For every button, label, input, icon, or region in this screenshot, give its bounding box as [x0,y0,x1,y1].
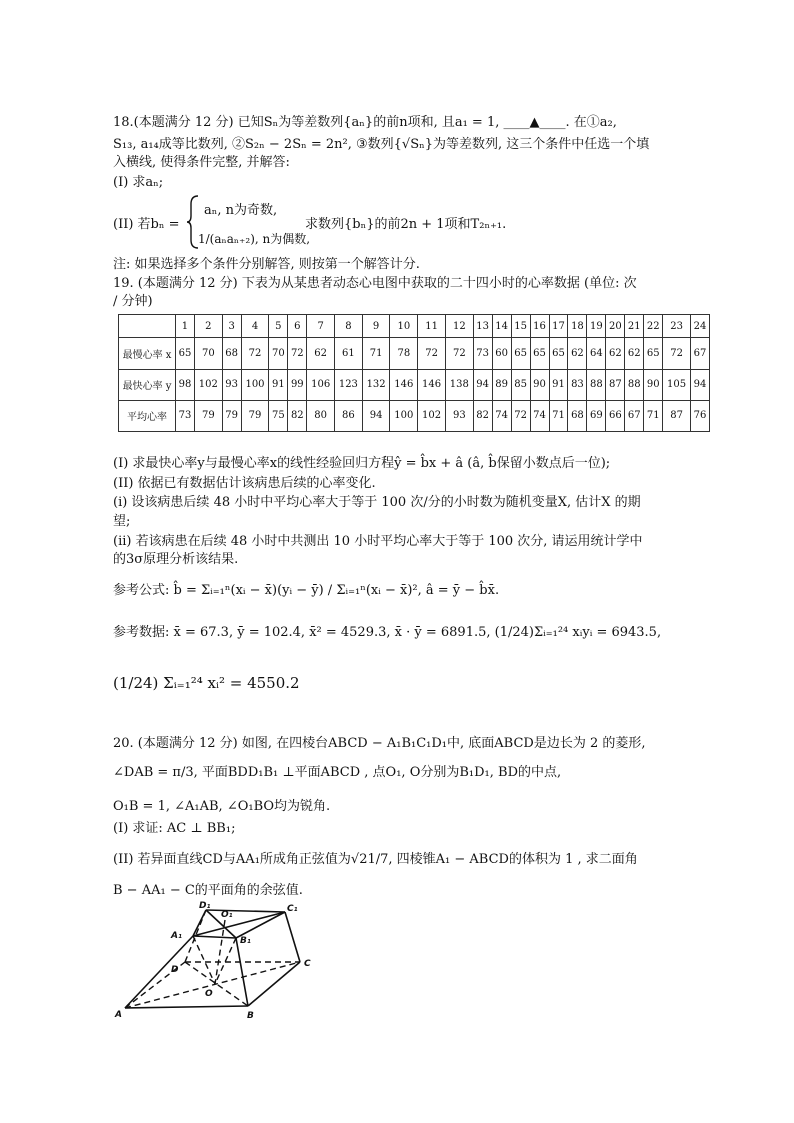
table-cell: 61 [335,338,363,369]
table-cell: 132 [362,369,390,400]
table-cell: 85 [511,369,530,400]
table-cell: 80 [307,400,335,431]
table-cell: 99 [288,369,307,400]
table-cell: 90 [530,369,549,400]
table-cell: 74 [492,400,511,431]
q19-ref-sum-squares: (1/24) Σᵢ₌₁²⁴ xᵢ² = 4550.2 [113,674,300,692]
table-cell: 62 [568,338,587,369]
table-cell: 79 [222,400,241,431]
table-hour-header: 23 [663,315,691,338]
table-cell: 105 [663,369,691,400]
table-hour-header: 19 [587,315,606,338]
q19-ref-data: 参考数据: x̄ = 67.3, ȳ = 102.4, x̄² = 4529.3, x̄ · ȳ = 6891.5, (1/24)Σᵢ₌₁²⁴ xᵢyᵢ = 6943.5, [113,625,662,640]
label-a1: A₁ [171,931,182,941]
table-cell: 79 [194,400,222,431]
table-cell: 73 [176,400,195,431]
table-cell: 69 [587,400,606,431]
label-o1: O₁ [221,910,233,920]
table-row-label: 最快心率 y [119,369,176,400]
table-cell: 82 [473,400,492,431]
table-cell: 68 [222,338,241,369]
table-cell: 91 [549,369,568,400]
table-cell: 87 [606,369,625,400]
table-cell: 123 [335,369,363,400]
table-cell: 91 [269,369,288,400]
table-cell: 93 [222,369,241,400]
table-cell: 94 [362,400,390,431]
q19-part-1: (I) 求最快心率y与最慢心率x的线性经验回归方程ŷ = b̂x + â (â, b̂保留小数点后一位); [113,456,611,471]
q18-note: 注: 如果选择多个条件分别解答, 则按第一个解答计分. [113,257,420,272]
table-hour-header: 7 [307,315,335,338]
table-cell: 72 [288,338,307,369]
q18-part-2-lead: (II) 若bₙ = [113,217,180,232]
label-c: C [304,959,311,969]
table-cell: 146 [418,369,446,400]
q18-line-1: 18.(本题满分 12 分) 已知Sₙ为等差数列{aₙ}的前n项和, 且a₁ = 1, ____▲____. 在①a₂, [113,115,617,130]
table-hour-header: 3 [222,315,241,338]
q18-part-2-tail: 求数列{bₙ}的前2n + 1项和T₂ₙ₊₁. [305,217,507,232]
label-a: A [115,1010,122,1020]
table-hour-header: 9 [362,315,390,338]
table-hour-header: 15 [511,315,530,338]
heart-rate-table [118,314,710,432]
q18-line-2: S₁₃, a₁₄成等比数列, ②S₂ₙ − 2Sₙ = 2n², ③数列{√Sₙ}为等差数列, 这三个条件中任选一个填 [113,137,650,152]
table-hour-header: 17 [549,315,568,338]
table-cell: 72 [445,338,473,369]
table-cell: 70 [269,338,288,369]
table-cell: 75 [269,400,288,431]
table-hour-header: 24 [690,315,709,338]
table-cell: 72 [418,338,446,369]
table-cell: 100 [390,400,418,431]
label-b1: B₁ [240,936,251,946]
table-hour-header: 11 [418,315,446,338]
table-cell: 73 [473,338,492,369]
label-d: D [171,965,179,975]
table-hour-header: 2 [194,315,222,338]
table-cell: 98 [176,369,195,400]
table-cell: 67 [690,338,709,369]
table-hour-header: 10 [390,315,418,338]
table-hour-header: 14 [492,315,511,338]
table-cell: 72 [663,338,691,369]
table-cell: 71 [362,338,390,369]
frustum-figure [113,900,323,1020]
table-cell: 88 [625,369,644,400]
table-cell: 71 [644,400,663,431]
q18-case-odd: aₙ, n为奇数, [204,203,278,218]
q19-line-1: 19. (本题满分 12 分) 下表为从某患者动态心电图中获取的二十四小时的心率数据 (单位: 次 [113,276,637,291]
table-cell: 70 [194,338,222,369]
q18-case-even: 1/(aₙaₙ₊₂), n为偶数, [198,232,311,246]
q18-line-3: 入横线, 使得条件完整, 并解答: [113,155,290,170]
q19-part-2: (II) 依据已有数据估计该病患后续的心率变化. [113,476,376,491]
table-cell: 66 [606,400,625,431]
q19-line-2: / 分钟) [113,294,153,309]
table-hour-header: 21 [625,315,644,338]
table-cell: 86 [335,400,363,431]
q20-part-2-cont: B − AA₁ − C的平面角的余弦值. [113,883,303,898]
table-row [119,400,710,431]
q19-part-2-i-cont: 望; [113,514,131,529]
table-hour-header: 1 [176,315,195,338]
table-hour-header: 16 [530,315,549,338]
table-hour-header: 8 [335,315,363,338]
table-cell: 78 [390,338,418,369]
table-cell: 72 [241,338,269,369]
table-cell: 71 [549,400,568,431]
q18-part-1: (I) 求aₙ; [113,175,164,190]
table-cell: 65 [176,338,195,369]
table-cell: 68 [568,400,587,431]
table-cell: 62 [625,338,644,369]
table-cell: 93 [445,400,473,431]
table-cell: 146 [390,369,418,400]
table-cell: 62 [606,338,625,369]
table-cell: 94 [690,369,709,400]
table-cell: 79 [241,400,269,431]
table-cell: 102 [194,369,222,400]
table-cell: 65 [530,338,549,369]
label-d1: D₁ [199,901,211,911]
q19-part-2-ii-cont: 的3σ原理分析该结果. [113,552,239,567]
table-cell: 62 [307,338,335,369]
table-cell: 64 [587,338,606,369]
table-row [119,338,710,369]
table-cell: 88 [587,369,606,400]
table-cell: 87 [663,400,691,431]
table-cell: 67 [625,400,644,431]
table-hour-header: 5 [269,315,288,338]
q19-part-2-i: (i) 设该病患后续 48 小时中平均心率大于等于 100 次/分的小时数为随机变量X, 估计X 的期 [113,495,641,510]
table-cell: 65 [549,338,568,369]
table-cell: 90 [644,369,663,400]
table-cell: 76 [690,400,709,431]
table-header-row [119,315,710,338]
table-cell: 74 [530,400,549,431]
q20-line-1: 20. (本题满分 12 分) 如图, 在四棱台ABCD − A₁B₁C₁D₁中, 底面ABCD是边长为 2 的菱形, [113,736,646,751]
table-hour-header: 13 [473,315,492,338]
table-hour-header: 18 [568,315,587,338]
table-corner-cell [119,315,176,338]
q19-ref-formula: 参考公式: b̂ = Σᵢ₌₁ⁿ(xᵢ − x̄)(yᵢ − ȳ) / Σᵢ₌₁ⁿ(xᵢ − x̄)², â = ȳ − b̂x̄. [113,583,500,598]
table-cell: 106 [307,369,335,400]
table-row-label: 最慢心率 x [119,338,176,369]
q20-part-2: (II) 若异面直线CD与AA₁所成角正弦值为√21/7, 四棱锥A₁ − ABCD的体积为 1 , 求二面角 [113,852,638,867]
label-c1: C₁ [287,904,298,914]
table-cell: 82 [288,400,307,431]
table-cell: 65 [511,338,530,369]
table-cell: 94 [473,369,492,400]
table-cell: 72 [511,400,530,431]
table-hour-header: 6 [288,315,307,338]
table-cell: 83 [568,369,587,400]
label-b: B [247,1011,254,1020]
table-cell: 138 [445,369,473,400]
table-row [119,369,710,400]
table-hour-header: 4 [241,315,269,338]
table-hour-header: 12 [445,315,473,338]
table-cell: 89 [492,369,511,400]
table-cell: 60 [492,338,511,369]
table-cell: 100 [241,369,269,400]
table-cell: 65 [644,338,663,369]
q20-line-3: O₁B = 1, ∠A₁AB, ∠O₁BO均为锐角. [113,799,331,814]
q19-part-2-ii: (ii) 若该病患在后续 48 小时中共测出 10 小时平均心率大于等于 100 次分, 请运用统计学中 [113,534,643,549]
table-hour-header: 20 [606,315,625,338]
table-row-label: 平均心率 [119,400,176,431]
label-o: O [205,989,213,999]
q20-line-2: ∠DAB = π/3, 平面BDD₁B₁ ⊥平面ABCD , 点O₁, O分别为B₁D₁, BD的中点, [113,765,562,780]
q20-part-1: (I) 求证: AC ⊥ BB₁; [113,821,236,836]
table-hour-header: 22 [644,315,663,338]
table-cell: 102 [418,400,446,431]
